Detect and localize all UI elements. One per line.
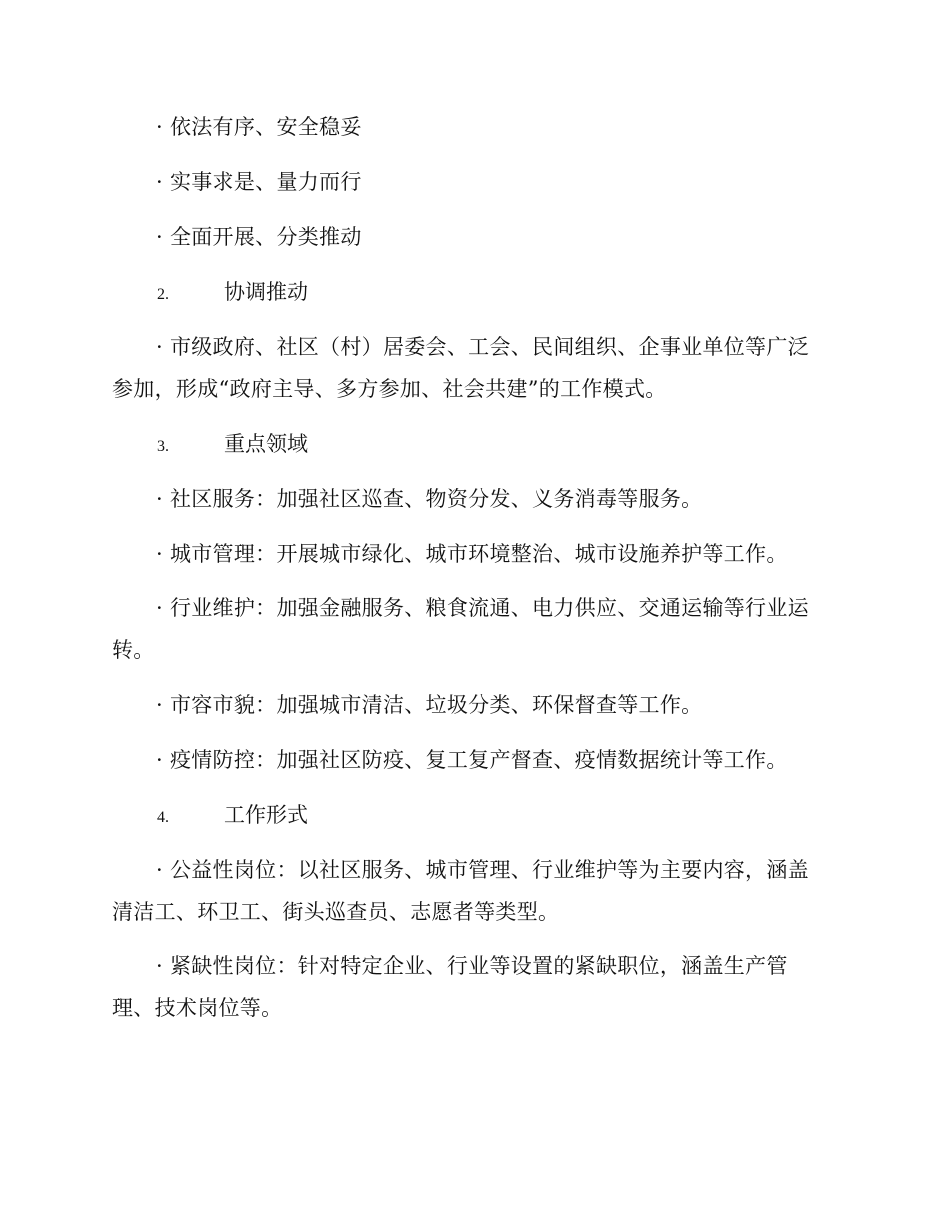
section-number: 2.: [157, 286, 169, 303]
bullet-epidemic-control: · 疫情防控：加强社区防疫、复工复产督查、疫情数据统计等工作。: [156, 748, 788, 772]
bullet-principle-lawful: · 依法有序、安全稳妥: [156, 115, 362, 139]
bullet-principle-comprehensive: · 全面开展、分类推动: [156, 225, 362, 249]
bullet-industry-maintenance: · 行业维护：加强金融服务、粮食流通、电力供应、交通运输等行业运转。: [112, 596, 809, 662]
bullet-participants: · 市级政府、社区（村）居委会、工会、民间组织、企事业单位等广泛参加，形成“政府主导、多方参加、社会共建”的工作模式。: [112, 335, 809, 401]
section-number: 3.: [157, 438, 169, 455]
section-heading-2: [112, 271, 824, 316]
section-heading-4: [112, 794, 824, 839]
bullet-community-service: · 社区服务：加强社区巡查、物资分发、义务消毒等服务。: [156, 487, 703, 511]
section-number: 4.: [157, 809, 169, 826]
section-title: 协调推动: [224, 280, 308, 304]
bullet-shortage-jobs: · 紧缺性岗位：针对特定企业、行业等设置的紧缺职位，涵盖生产管理、技术岗位等。: [112, 954, 788, 1020]
bullet-city-appearance: · 市容市貌：加强城市清洁、垃圾分类、环保督查等工作。: [156, 693, 703, 717]
bullet-public-welfare-jobs: · 公益性岗位：以社区服务、城市管理、行业维护等为主要内容，涵盖清洁工、环卫工、街头巡查员、志愿者等类型。: [112, 858, 809, 924]
section-title: 工作形式: [224, 803, 308, 827]
section-heading-3: [112, 423, 824, 468]
section-title: 重点领域: [224, 432, 308, 456]
bullet-principle-practical: · 实事求是、量力而行: [156, 170, 362, 194]
bullet-city-management: · 城市管理：开展城市绿化、城市环境整治、城市设施养护等工作。: [156, 542, 788, 566]
